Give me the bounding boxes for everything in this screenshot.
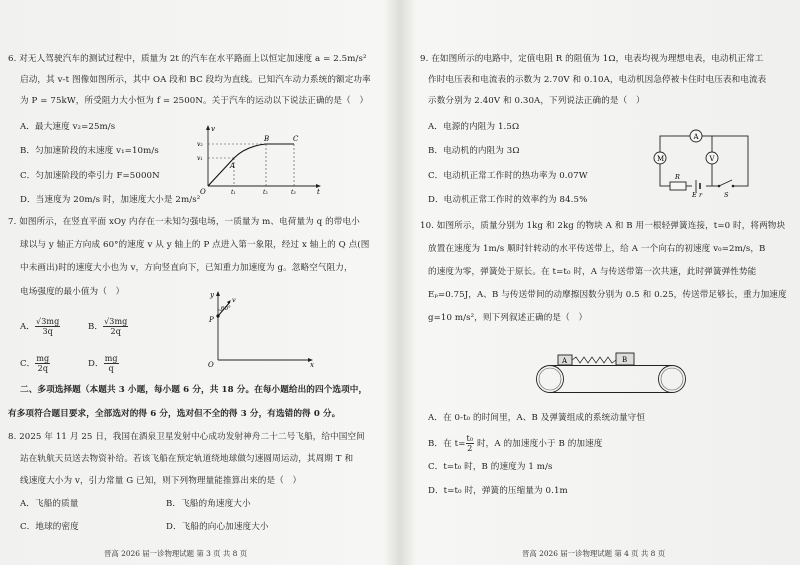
q6-vt-graph [196, 124, 326, 196]
q9-line-1: 9. 在如图所示的电路中，定值电阻 R 的阻值为 1Ω，电表均视为理想电表，电动机正常工 [420, 54, 764, 64]
page-4-footer: 晋高 2026 届一诊物理试题 第 4 页 共 8 页 [522, 549, 666, 558]
q7-option-c: C． $\frac{mg}{2q}$ [20, 354, 50, 373]
q10-option-c: C．t=t₀ 时，B 的速度为 1 m/s [428, 462, 553, 472]
page-3-footer: 晋高 2026 届一诊物理试题 第 3 页 共 8 页 [104, 549, 248, 558]
q6-option-b: B．匀加速阶段的末速度 v₁=10m/s [20, 146, 159, 156]
internal-resistance-label: r [699, 191, 703, 198]
q9-circuit-diagram [648, 126, 760, 198]
q10-line-2: 放置在速度为 1m/s 顺时针转动的水平传送带上，给 A 一个向右的初速度 v₀=2m/s，B [428, 244, 766, 254]
q7-option-a: A． $\frac{√3mg}{3q}$ [20, 317, 60, 336]
v2-label: v₂ [197, 141, 203, 148]
q9-option-c: C．电动机正常工作时的热功率为 0.07W [428, 171, 588, 181]
q8-option-c: C．地球的密度 [20, 522, 79, 532]
v1-label: v₁ [197, 155, 203, 162]
q8-line-3: 线速度大小为 v，引力常量 G 已知，则下列物理量能推算出来的是（ ） [20, 476, 302, 486]
q8-option-b: B．飞船的角速度大小 [166, 499, 251, 509]
t2-label: t₂ [263, 189, 268, 196]
q7-line-4: 电场强度的最小值为（ ） [20, 287, 125, 297]
switch-label: S [724, 191, 729, 198]
q10-line-5: g=10 m/s²，则下列叙述正确的是（ ） [428, 313, 588, 323]
point-b-label: B [264, 135, 270, 143]
x-axis-label: x [310, 361, 314, 368]
block-b-label: B [622, 356, 628, 364]
section-2-line-2: 有多项符合题目要求，全部选对的得 6 分，选对但不全的得 3 分，有选错的得 0 分。 [8, 409, 341, 419]
q10-line-4: Eₚ=0.75J，A、B 与传送带间的动摩擦因数分别为 0.5 和 0.25，传送带足够长，重力加速度 [428, 290, 787, 300]
q8-option-a: A．飞船的质量 [20, 499, 79, 509]
q10-line-3: 的速度为零，弹簧处于原长。在 t=t₀ 时，A 与传送带第一次共速，此时弹簧弹性势能 [428, 267, 757, 277]
q6-option-c: C．匀加速阶段的牵引力 F=5000N [20, 171, 160, 181]
q7-line-2: 球以与 y 轴正方向成 60°的速度 v 从 y 轴上的 P 点进入第一象限，经过 x 轴上的 Q 点(图 [20, 240, 370, 250]
q10-option-d: D．t=t₀ 时，弹簧的压缩量为 0.1m [428, 486, 568, 496]
q6-option-d: D．当速度为 20m/s 时，加速度大小是 2m/s² [20, 195, 201, 205]
q10-line-1: 10. 如图所示，质量分别为 1kg 和 2kg 的物块 A 和 B 用一根轻弹簧连接，t=0 时，将两物块 [420, 221, 786, 231]
origin-o-label: O [208, 361, 214, 368]
q9-line-3: 示数分别为 2.40V 和 0.30A，下列说法正确的是（ ） [428, 96, 645, 106]
emf-label: E [692, 191, 697, 198]
q8-line-2: 站在轨航天员送去物资补给。若该飞船在预定轨道绕地球做匀速圆周运动，其周期 T 和 [20, 454, 354, 464]
point-p-label: P [209, 316, 214, 324]
t-axis-label: t [317, 188, 320, 196]
motor-label: M [657, 155, 665, 163]
ammeter-label: A [693, 133, 699, 141]
angle-label: 60° [221, 306, 231, 312]
q8-line-1: 8. 2025 年 11 月 25 日，我国在酒泉卫星发射中心成功发射神舟二十二号飞船，给中国空间 [8, 432, 365, 442]
q6-line-1: 6. 对无人驾驶汽车的测试过程中，质量为 2t 的汽车在水平路面上以恒定加速度 a = 2.5m/s² [8, 54, 367, 64]
q9-line-2: 作时电压表和电流表的示数为 2.70V 和 0.10A，电动机因急停被卡住时电压表和电流表 [428, 75, 767, 85]
section-2-line-1: 二、多项选择题（本题共 3 小题，每小题 6 分，共 18 分。在每小题给出的四个选项中， [20, 385, 368, 395]
t1-label: t₁ [231, 189, 236, 196]
q10-conveyor-belt-diagram [532, 350, 692, 400]
y-axis-label: y [210, 291, 214, 299]
q6-line-3: 为 P = 75kW，所受阻力大小恒为 f = 2500N。关于汽车的运动以下说法正确的是（ ） [20, 96, 369, 106]
velocity-label: v [232, 296, 236, 304]
q7-option-d: D． $\frac{mg}{q}$ [88, 354, 118, 373]
t3-label: t₃ [291, 189, 296, 196]
q9-option-d: D．电动机正常工作时的效率约为 84.5% [428, 195, 588, 205]
q6-line-2: 启动，其 v-t 图像如图所示，其中 OA 段和 BC 段均为直线。已知汽车动力系统的额定功率 [20, 75, 371, 85]
block-a-label: A [562, 357, 568, 365]
q7-option-b: B． $\frac{√3mg}{2q}$ [88, 317, 128, 336]
q7-line-1: 7. 如图所示，在竖直平面 xOy 内存在一未知匀强电场，一质量为 m、电荷量为 q 的带电小 [8, 217, 360, 227]
q8-option-d: D．飞船的向心加速度大小 [166, 522, 269, 532]
voltmeter-label: V [709, 155, 715, 163]
page-4 [402, 0, 800, 565]
v-axis-label: v [211, 125, 215, 133]
q9-option-b: B．电动机的内阻为 3Ω [428, 146, 520, 156]
resistor-label: R [675, 173, 680, 181]
q7-xoy-graph [200, 288, 320, 368]
q7-line-3: 中未画出)时的速度大小也为 v，方向竖直向下，已知重力加速度为 g。忽略空气阻力， [20, 263, 353, 273]
q10-option-a: A．在 0-t₀ 的时间里，A、B 及弹簧组成的系统动量守恒 [428, 413, 646, 423]
origin-label: O [200, 188, 206, 196]
q6-option-a: A．最大速度 v₂=25m/s [20, 122, 116, 132]
q9-option-a: A．电源的内阻为 1.5Ω [428, 122, 520, 132]
point-a-label: A [230, 162, 236, 170]
point-c-label: C [293, 135, 299, 143]
q10-option-b: B．在 t= $\frac{\text{t₀}}{2}$ 时，A 的加速度小于 B 的加速度 [428, 434, 603, 453]
